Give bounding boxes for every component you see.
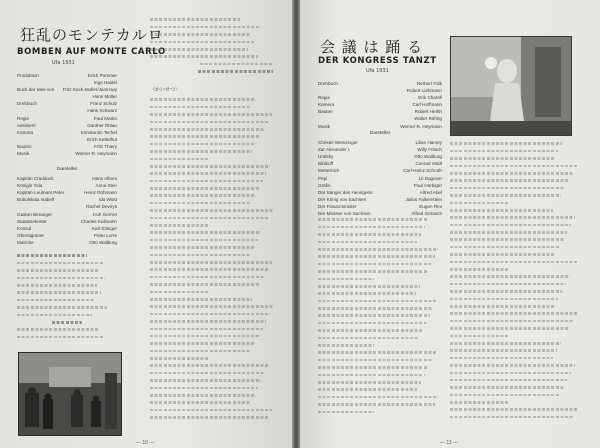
text-line bbox=[150, 414, 278, 421]
credit-role: Regie bbox=[318, 95, 331, 101]
credit-role: Gaston Beranger bbox=[17, 211, 52, 217]
film-title-japanese: 狂乱のモンテカルロ bbox=[20, 26, 164, 44]
credit-name: Fritz Thiery bbox=[94, 143, 117, 149]
text-line bbox=[318, 223, 442, 230]
text-line bbox=[150, 96, 278, 103]
text-line bbox=[450, 221, 582, 228]
text-line bbox=[450, 162, 582, 169]
text-line bbox=[318, 393, 442, 400]
credit-role: Der Minister von Sachsen bbox=[318, 211, 371, 217]
credit-name: Lilian Harvey bbox=[415, 140, 442, 146]
text-line bbox=[150, 303, 278, 310]
cast-row bbox=[318, 175, 442, 182]
text-line bbox=[318, 319, 442, 326]
staff-row bbox=[318, 108, 442, 115]
text-line bbox=[150, 273, 278, 280]
cast-row bbox=[17, 232, 117, 239]
japanese-credits-column bbox=[150, 16, 275, 86]
cast-row bbox=[17, 218, 117, 225]
text-line bbox=[450, 295, 582, 302]
text-line bbox=[450, 258, 582, 265]
text-line bbox=[150, 103, 278, 110]
credit-role: Drehbuch bbox=[318, 81, 338, 86]
credit-name: Alfred Abel bbox=[419, 189, 442, 195]
cast-credits bbox=[318, 126, 442, 217]
cast-row bbox=[17, 203, 117, 210]
text-line bbox=[318, 268, 442, 275]
credit-name: Julius Falkenstein bbox=[405, 196, 442, 202]
text-line bbox=[150, 236, 278, 243]
commentary-body bbox=[150, 96, 278, 432]
text-line bbox=[450, 332, 582, 339]
text-line bbox=[150, 392, 278, 399]
cast-row bbox=[318, 182, 442, 189]
credit-role: Buch der Idee von bbox=[17, 87, 55, 93]
text-line bbox=[150, 318, 278, 325]
staff-row bbox=[17, 122, 117, 129]
credit-name: Peter Lorre bbox=[94, 232, 117, 238]
credit-name: Charles Kullmann bbox=[80, 218, 117, 224]
credit-role: Musik bbox=[318, 123, 330, 129]
credit-name: Karl Etlinger bbox=[91, 225, 117, 231]
text-line bbox=[150, 177, 278, 184]
credit-role: Drehbuch bbox=[17, 101, 37, 107]
text-line bbox=[450, 155, 582, 162]
credit-role: Der König von Sachsen bbox=[318, 196, 367, 202]
text-line bbox=[318, 327, 442, 334]
credit-name: Robert Herlth bbox=[414, 109, 442, 115]
cast-row bbox=[17, 175, 117, 182]
staff-row bbox=[17, 136, 117, 143]
text-line bbox=[150, 199, 278, 206]
text-line bbox=[318, 246, 442, 253]
staff-row bbox=[318, 115, 442, 122]
film-still-image bbox=[451, 37, 571, 135]
credit-name: Fritz Koch-Muller/Jamrowy bbox=[62, 87, 117, 93]
credit-name: Ida Wüst bbox=[98, 197, 117, 203]
cast-row bbox=[318, 196, 442, 203]
text-line bbox=[150, 259, 278, 266]
text-line bbox=[150, 384, 278, 391]
text-line bbox=[318, 371, 442, 378]
credit-role: Produktion bbox=[17, 73, 39, 78]
text-line bbox=[150, 118, 278, 125]
text-line bbox=[150, 266, 278, 273]
cast-row bbox=[17, 239, 117, 246]
credit-role: Konsul bbox=[17, 225, 32, 231]
credit-name: Werner R. Heymann bbox=[75, 151, 117, 157]
cast-heading: Darsteller bbox=[56, 167, 78, 172]
text-line bbox=[150, 281, 278, 288]
text-line bbox=[450, 377, 582, 384]
staff-row bbox=[17, 150, 117, 157]
credit-role: Kamera bbox=[17, 129, 34, 135]
credit-role: Kapitän Craddock bbox=[17, 176, 54, 182]
text-line bbox=[150, 347, 278, 354]
credit-name: Franz Schulz bbox=[90, 101, 117, 107]
page-number-left: — 10 — bbox=[136, 440, 155, 446]
credit-name: Erich Kettelhut bbox=[87, 136, 117, 142]
text-line bbox=[150, 340, 278, 347]
text-line bbox=[150, 355, 278, 362]
text-line bbox=[318, 231, 442, 238]
text-line bbox=[318, 216, 442, 223]
text-line bbox=[318, 356, 442, 363]
text-line bbox=[150, 333, 278, 340]
staff-credits bbox=[17, 72, 117, 157]
credit-role: Kamera bbox=[318, 102, 335, 108]
text-line bbox=[450, 140, 582, 147]
cast-row bbox=[318, 153, 442, 160]
text-line bbox=[450, 347, 582, 354]
credit-name: Carl Hoffmann bbox=[412, 102, 442, 108]
studio-year: Ufa 1931 bbox=[52, 60, 75, 66]
text-line bbox=[318, 379, 442, 386]
text-line bbox=[450, 310, 582, 317]
credit-name: Paul Hörbiger bbox=[413, 182, 442, 188]
text-line bbox=[150, 148, 278, 155]
credit-role: Assistent bbox=[17, 122, 36, 128]
text-line bbox=[150, 288, 278, 295]
text-line bbox=[318, 297, 442, 304]
text-line bbox=[450, 354, 582, 361]
cast-row bbox=[318, 160, 442, 167]
credit-name: Rachel Devirys bbox=[86, 204, 117, 210]
staff-row bbox=[17, 86, 117, 93]
credit-name: Robert Liebmann bbox=[406, 88, 442, 94]
text-line bbox=[318, 275, 442, 282]
staff-credits bbox=[318, 80, 442, 130]
staff-row bbox=[17, 72, 117, 79]
credit-name: Erich Pommer bbox=[87, 73, 117, 78]
text-line bbox=[318, 283, 442, 290]
text-line bbox=[150, 185, 278, 192]
text-line bbox=[318, 408, 442, 415]
staff-row bbox=[17, 100, 117, 107]
japanese-cast-list bbox=[17, 252, 117, 352]
text-line bbox=[450, 317, 582, 324]
credit-name: Hans Müller bbox=[92, 94, 117, 100]
credit-name: Günther Rittau bbox=[87, 122, 117, 128]
text-line bbox=[318, 253, 442, 260]
text-line bbox=[150, 310, 278, 317]
staff-row bbox=[318, 87, 442, 94]
cast-row bbox=[17, 182, 117, 189]
text-line bbox=[450, 273, 582, 280]
text-line bbox=[150, 377, 278, 384]
film-title-german: BOMBEN AUF MONTE CARLO bbox=[17, 47, 166, 57]
cast-row bbox=[17, 196, 117, 203]
cast-credits bbox=[17, 162, 117, 246]
cast-heading: Darsteller bbox=[369, 131, 391, 136]
credit-role: Kapitän-Leutnant Peter bbox=[17, 190, 65, 196]
text-line bbox=[450, 369, 582, 376]
film-still-image bbox=[19, 353, 121, 435]
text-line bbox=[150, 369, 278, 376]
credit-role: Bauten bbox=[318, 109, 333, 115]
film-still-photo bbox=[18, 352, 122, 436]
text-line bbox=[318, 290, 442, 297]
japanese-cast-and-commentary bbox=[318, 216, 442, 424]
text-line bbox=[450, 399, 582, 406]
credit-role: Staatssekretär bbox=[17, 218, 47, 224]
text-line bbox=[450, 229, 582, 236]
cast-row bbox=[318, 146, 442, 153]
page-number-right: — 11 — bbox=[440, 440, 458, 446]
credit-name: Hans Schwarz bbox=[87, 108, 117, 114]
text-line bbox=[318, 238, 442, 245]
credit-role: Zar Alexander I. bbox=[318, 147, 351, 153]
text-line bbox=[318, 364, 442, 371]
text-line bbox=[450, 243, 582, 250]
cast-row bbox=[318, 167, 442, 174]
credit-name: Walter Röhrig bbox=[414, 116, 442, 122]
text-line bbox=[450, 199, 582, 206]
credit-name: Eugen Rex bbox=[419, 203, 442, 209]
credit-role: Uralsky bbox=[318, 154, 334, 160]
text-line bbox=[150, 207, 278, 214]
credit-role: Metternich bbox=[318, 168, 340, 174]
text-line bbox=[150, 406, 278, 413]
credit-role: Musik bbox=[17, 151, 29, 157]
text-line bbox=[450, 251, 582, 258]
cast-row bbox=[17, 211, 117, 218]
credit-name: Otto Wallburg bbox=[89, 239, 117, 245]
credit-name: Kurt Gerron bbox=[93, 211, 117, 217]
credit-name: Alfred Gerasch bbox=[411, 211, 442, 217]
text-line bbox=[150, 163, 278, 170]
text-line bbox=[150, 222, 278, 229]
right-page bbox=[300, 0, 600, 448]
credit-role: Königin Yola bbox=[17, 183, 43, 189]
cast-row bbox=[318, 139, 442, 146]
text-line bbox=[450, 325, 582, 332]
cast-row bbox=[318, 203, 442, 210]
credit-name: Konstantin Tschet bbox=[80, 129, 117, 135]
text-line bbox=[450, 288, 582, 295]
text-line bbox=[318, 349, 442, 356]
film-still-photo bbox=[450, 36, 572, 136]
credit-role: Der Sänger des Heurigens bbox=[318, 189, 373, 195]
text-line bbox=[150, 244, 278, 251]
credit-name: Otto Wallburg bbox=[414, 154, 442, 160]
book-gutter bbox=[292, 0, 300, 448]
credit-role: Bauten bbox=[17, 143, 32, 149]
text-line bbox=[150, 170, 278, 177]
text-line bbox=[450, 170, 582, 177]
credit-name: Anna Sten bbox=[95, 183, 117, 189]
text-line bbox=[450, 147, 582, 154]
film-title-japanese: 会 議 は 踊 る bbox=[320, 38, 424, 56]
text-line bbox=[150, 399, 278, 406]
text-line bbox=[318, 342, 442, 349]
text-line bbox=[150, 325, 278, 332]
text-line bbox=[450, 280, 582, 287]
text-line bbox=[450, 303, 582, 310]
text-line bbox=[450, 413, 582, 420]
staff-row bbox=[17, 129, 117, 136]
credit-name: Norbert Falk bbox=[416, 81, 442, 86]
credit-name: Heinz Rühmann bbox=[84, 190, 117, 196]
credit-role: Bobolskaia Isabell bbox=[17, 197, 55, 203]
text-line bbox=[318, 312, 442, 319]
text-line bbox=[450, 214, 582, 221]
text-line bbox=[450, 391, 582, 398]
film-title-german: DER KONGRESS TANZT bbox=[318, 56, 437, 66]
staff-row bbox=[17, 79, 117, 86]
credit-role: Der Finanzminister bbox=[318, 203, 357, 209]
text-line bbox=[450, 207, 582, 214]
text-line bbox=[150, 133, 278, 140]
studio-year: Ufa 1931 bbox=[366, 68, 389, 74]
credit-role: Oberstgraner bbox=[17, 232, 45, 238]
text-line bbox=[150, 140, 278, 147]
text-line bbox=[450, 184, 582, 191]
text-line bbox=[150, 111, 278, 118]
text-line bbox=[450, 266, 582, 273]
credit-name: Conrad Veidt bbox=[415, 161, 442, 167]
credit-name: Lil Dagover bbox=[418, 175, 442, 181]
credit-role: Bibikoff bbox=[318, 161, 333, 167]
text-line bbox=[450, 177, 582, 184]
credit-role: Pepi bbox=[318, 175, 328, 181]
text-line bbox=[150, 229, 278, 236]
credit-name: Paul Martin bbox=[93, 115, 117, 121]
commentary-heading: 〈かいせつ〉 bbox=[150, 87, 181, 93]
text-line bbox=[150, 362, 278, 369]
credit-name: Ingo Haidel bbox=[93, 80, 117, 86]
text-line bbox=[450, 362, 582, 369]
credit-role: Regie bbox=[17, 115, 30, 121]
text-line bbox=[150, 296, 278, 303]
staff-row bbox=[318, 80, 442, 87]
staff-row bbox=[318, 101, 442, 108]
text-line bbox=[450, 406, 582, 413]
text-line bbox=[450, 384, 582, 391]
text-line bbox=[150, 214, 278, 221]
text-line bbox=[150, 155, 278, 162]
staff-row bbox=[17, 115, 117, 122]
credit-name: Werner R. Heymann bbox=[400, 123, 442, 129]
text-line bbox=[450, 192, 582, 199]
staff-row bbox=[17, 93, 117, 100]
text-line bbox=[150, 126, 278, 133]
text-line bbox=[150, 192, 278, 199]
staff-row bbox=[318, 94, 442, 101]
text-line bbox=[150, 251, 278, 258]
credit-role: Gräfin bbox=[318, 182, 331, 188]
credit-name: Hans Albers bbox=[92, 176, 117, 182]
text-line bbox=[318, 401, 442, 408]
credit-role: Matrose bbox=[17, 239, 34, 245]
credit-name: Erik Charell bbox=[418, 95, 442, 101]
text-line bbox=[450, 236, 582, 243]
cast-row bbox=[17, 189, 117, 196]
credit-role: Christel Weinzinger bbox=[318, 140, 358, 146]
text-line bbox=[318, 334, 442, 341]
cast-row bbox=[318, 189, 442, 196]
credit-name: Willy Fritsch bbox=[417, 147, 442, 153]
left-page bbox=[0, 0, 292, 448]
commentary-body-right bbox=[450, 140, 582, 432]
text-line bbox=[318, 305, 442, 312]
text-line bbox=[318, 260, 442, 267]
credit-name: Carl-Heinz Schroth bbox=[403, 168, 442, 174]
cast-row bbox=[17, 225, 117, 232]
staff-row bbox=[17, 107, 117, 114]
staff-row bbox=[17, 143, 117, 150]
text-line bbox=[318, 386, 442, 393]
text-line bbox=[450, 340, 582, 347]
